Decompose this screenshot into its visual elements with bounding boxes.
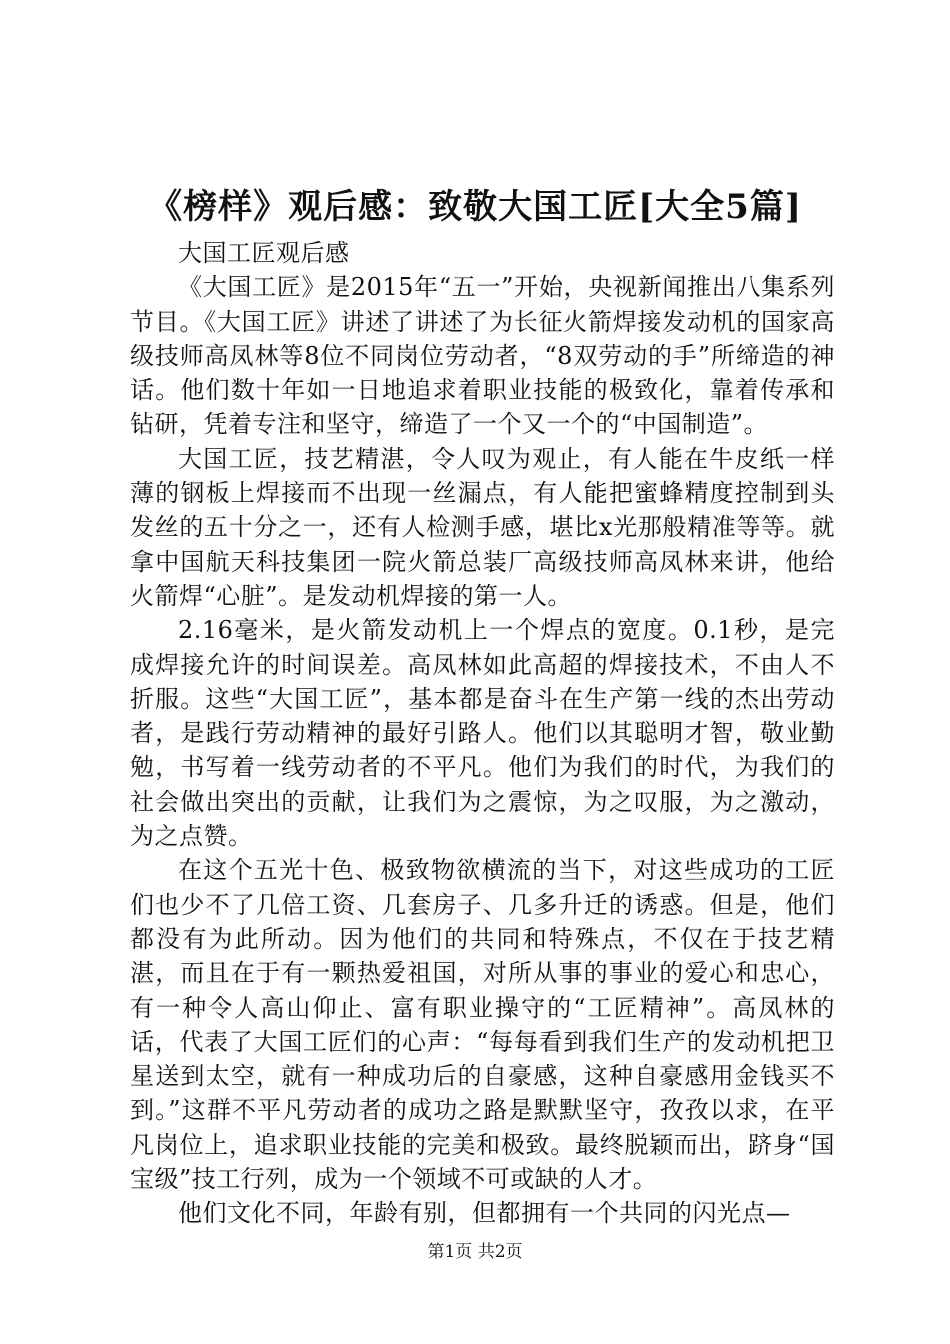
document-body [130, 236, 835, 1231]
section-subheading: 大国工匠观后感 [178, 239, 350, 267]
paragraph-2: 大国工匠，技艺精湛，令人叹为观止，有人能在牛皮纸一样薄的钢板上焊接而不出现一丝漏点，有人能把蜜蜂精度控制到头发丝的五十分之一，还有人检测手感，堪比x光那般精准等等。就拿中国航天科技集团一院火箭总装厂高级技师高凤林来讲，他给火箭焊“心脏”。是发动机焊接的第一人。 [130, 444, 835, 610]
paragraph-4: 在这个五光十色、极致物欲横流的当下，对这些成功的工匠们也少不了几倍工资、几套房子、几多升迁的诱惑。但是，他们都没有为此所动。因为他们的共同和特殊点，不仅在于技艺精湛，而且在于有一颗热爱祖国，对所从事的事业的爱心和忠心，有一种令人高山仰止、富有职业操守的“工匠精神”。高凤林的话，代表了大国工匠们的心声：“每每看到我们生产的发动机把卫星送到太空，就有一种成功后的自豪感，这种自豪感用金钱买不到。”这群不平凡劳动者的成功之路是默默坚守，孜孜以求，在平凡岗位上，追求职业技能的完美和极致。最终脱颖而出，跻身“国宝级”技工行列，成为一个领域不可或缺的人才。 [130, 856, 835, 1194]
paragraph-1: 《大国工匠》是2015年“五一”开始，央视新闻推出八集系列节目。《大国工匠》讲述了讲述了为长征火箭焊接发动机的国家高级技师高凤林等8位不同岗位劳动者，“8双劳动的手”所缔造的神话。他们数十年如一日地追求着职业技能的极致化，靠着传承和钻研，凭着专注和坚守，缔造了一个又一个的“中国制造”。 [130, 273, 835, 439]
document-title: 《榜样》观后感：致敬大国工匠[大全5篇] [148, 187, 802, 227]
page-number-footer: 第1页 共2页 [427, 1242, 523, 1262]
paragraph-5: 他们文化不同，年龄有别，但都拥有一个共同的闪光点— [178, 1199, 791, 1228]
paragraph-3: 2.16毫米，是火箭发动机上一个焊点的宽度。0.1秒，是完成焊接允许的时间误差。高凤林如此高超的焊接技术，不由人不折服。这些“大国工匠”，基本都是奋斗在生产第一线的杰出劳动者，是践行劳动精神的最好引路人。他们以其聪明才智，敬业勤勉，书写着一线劳动者的不平凡。他们为我们的时代，为我们的社会做出突出的贡献，让我们为之震惊，为之叹服，为之激动，为之点赞。 [130, 616, 835, 851]
